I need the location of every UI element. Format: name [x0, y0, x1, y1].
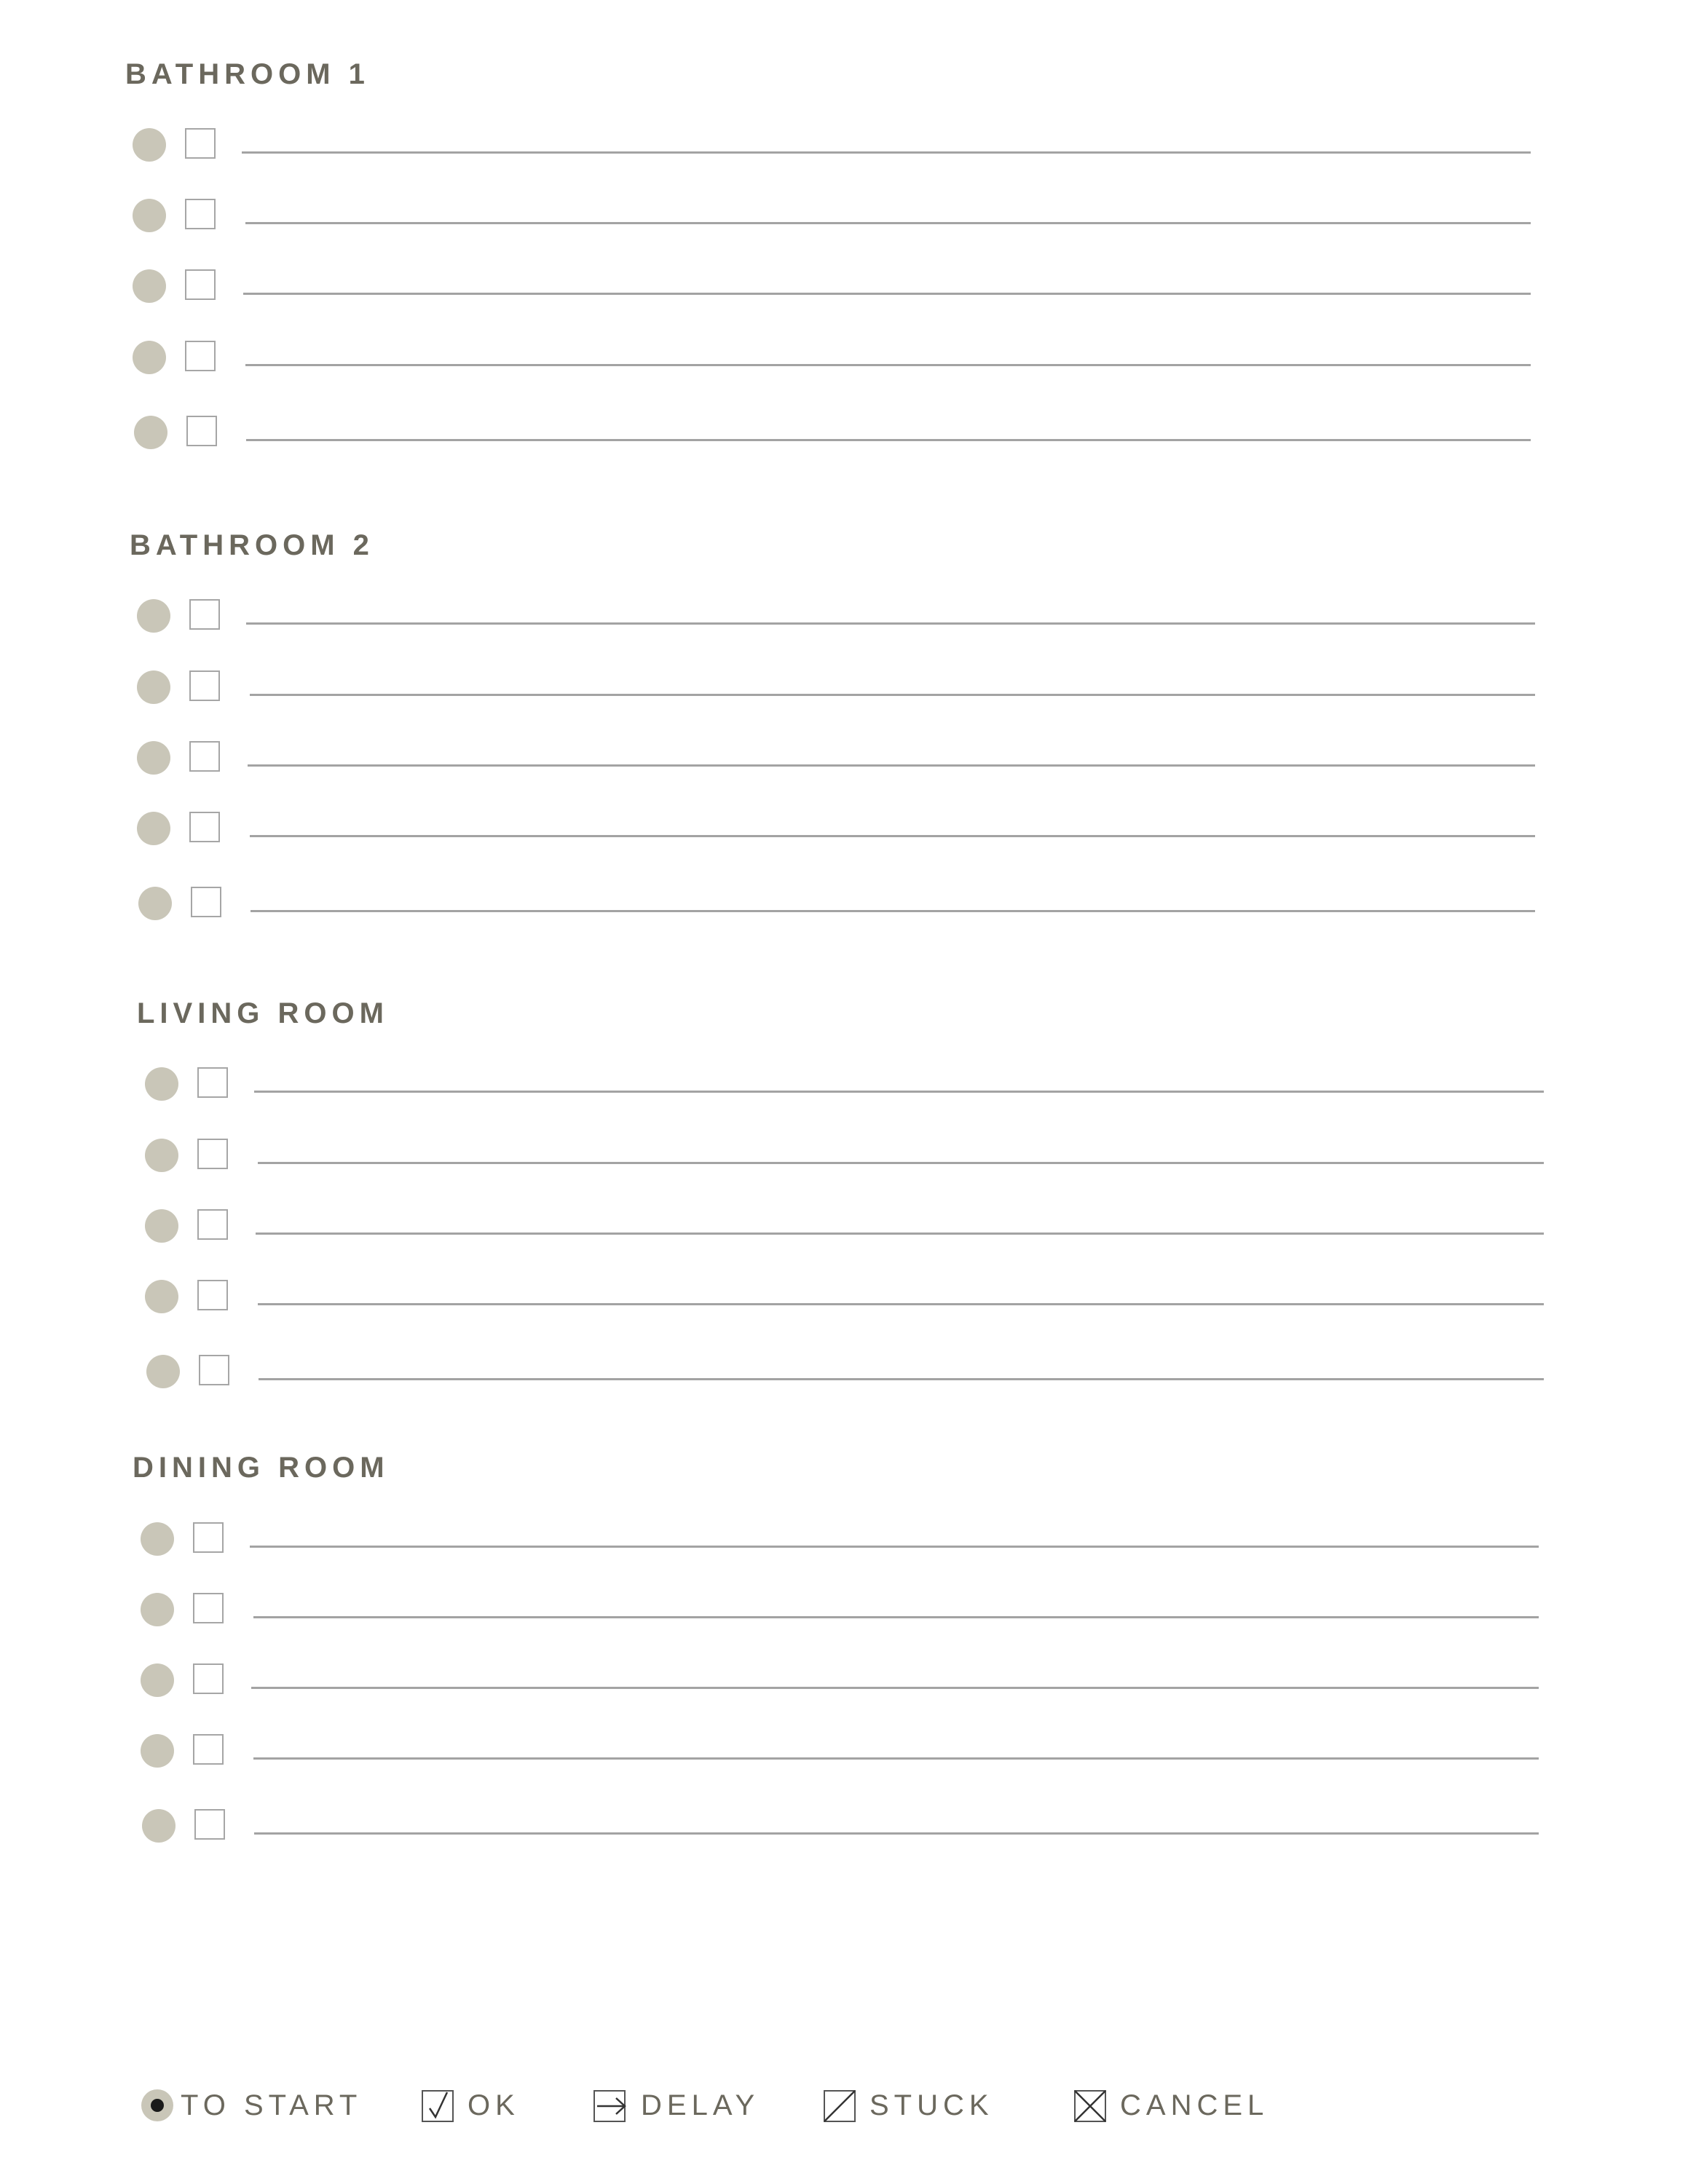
- status-dot[interactable]: [141, 1522, 174, 1556]
- legend-cancel: [1073, 2084, 1269, 2127]
- status-legend: [0, 2084, 1688, 2142]
- write-line[interactable]: [251, 1687, 1539, 1689]
- write-line[interactable]: [250, 694, 1535, 696]
- checkbox[interactable]: [189, 599, 220, 630]
- checklist-row: [145, 1203, 1688, 1247]
- legend-label: DELAY: [641, 2089, 760, 2121]
- checklist-row: [137, 735, 1688, 779]
- checklist-row: [133, 122, 1688, 166]
- checkbox[interactable]: [197, 1139, 228, 1169]
- checklist-row: [146, 1349, 1688, 1393]
- checkbox[interactable]: [193, 1593, 224, 1623]
- write-line[interactable]: [245, 222, 1531, 224]
- write-line[interactable]: [259, 1378, 1544, 1380]
- checklist-row: [134, 410, 1688, 454]
- write-line[interactable]: [254, 1832, 1539, 1835]
- checklist-row: [133, 193, 1688, 237]
- legend-delay: [593, 2084, 760, 2127]
- checklist-row: [145, 1274, 1688, 1318]
- status-dot[interactable]: [133, 341, 166, 374]
- legend-stuck: [823, 2084, 994, 2127]
- legend-to-start: [140, 2084, 362, 2127]
- status-dot[interactable]: [145, 1067, 178, 1101]
- checkbox[interactable]: [193, 1663, 224, 1694]
- write-line[interactable]: [248, 764, 1535, 767]
- checkmark-box-icon: [421, 2088, 456, 2123]
- status-dot[interactable]: [134, 416, 167, 449]
- checkbox[interactable]: [191, 887, 221, 917]
- write-line[interactable]: [253, 1616, 1539, 1618]
- checklist-row: [142, 1803, 1688, 1847]
- status-dot[interactable]: [141, 1593, 174, 1626]
- checklist-row: [141, 1516, 1688, 1560]
- checklist-row: [141, 1728, 1688, 1772]
- legend-ok: [421, 2084, 520, 2127]
- write-line[interactable]: [251, 910, 1535, 912]
- checkbox[interactable]: [193, 1734, 224, 1765]
- checkbox[interactable]: [193, 1522, 224, 1553]
- checklist-row: [137, 593, 1688, 637]
- checkbox[interactable]: [185, 128, 216, 159]
- checklist-row: [133, 335, 1688, 379]
- checkbox[interactable]: [185, 199, 216, 229]
- checklist-row: [141, 1587, 1688, 1631]
- status-dot[interactable]: [133, 269, 166, 303]
- legend-label: STUCK: [869, 2089, 994, 2121]
- section-title: BATHROOM 2: [130, 529, 374, 561]
- checkbox[interactable]: [194, 1809, 225, 1840]
- checklist-row: [145, 1133, 1688, 1176]
- checkbox[interactable]: [197, 1280, 228, 1310]
- status-dot[interactable]: [137, 670, 170, 704]
- legend-label: OK: [468, 2089, 520, 2121]
- write-line[interactable]: [258, 1162, 1544, 1164]
- status-dot[interactable]: [146, 1355, 180, 1388]
- write-line[interactable]: [243, 293, 1531, 295]
- checkbox[interactable]: [197, 1209, 228, 1240]
- status-dot[interactable]: [133, 199, 166, 232]
- write-line[interactable]: [242, 151, 1531, 154]
- status-dot[interactable]: [145, 1280, 178, 1313]
- checkbox[interactable]: [199, 1355, 229, 1385]
- write-line[interactable]: [258, 1303, 1544, 1305]
- write-line[interactable]: [246, 622, 1535, 625]
- write-line[interactable]: [254, 1091, 1544, 1093]
- section-title: LIVING ROOM: [137, 997, 389, 1029]
- legend-label: CANCEL: [1120, 2089, 1269, 2121]
- write-line[interactable]: [246, 439, 1531, 441]
- checkbox[interactable]: [189, 741, 220, 772]
- write-line[interactable]: [245, 364, 1531, 366]
- status-dot[interactable]: [137, 741, 170, 775]
- checkbox[interactable]: [197, 1067, 228, 1098]
- status-dot[interactable]: [141, 1734, 174, 1768]
- legend-label: TO START: [181, 2089, 363, 2121]
- section-title: BATHROOM 1: [125, 58, 370, 90]
- slash-box-icon: [823, 2088, 858, 2123]
- checklist-row: [145, 1061, 1688, 1105]
- to-start-icon: [140, 2088, 175, 2123]
- status-dot[interactable]: [142, 1809, 175, 1843]
- checklist-row: [137, 806, 1688, 850]
- checklist-row: [141, 1658, 1688, 1701]
- checklist-row: [138, 881, 1688, 925]
- checklist-row: [137, 665, 1688, 708]
- status-dot[interactable]: [145, 1139, 178, 1172]
- arrow-box-icon: [593, 2088, 629, 2123]
- status-dot[interactable]: [141, 1663, 174, 1697]
- checklist-row: [133, 264, 1688, 307]
- status-dot[interactable]: [145, 1209, 178, 1243]
- checkbox[interactable]: [189, 670, 220, 701]
- checkbox[interactable]: [185, 269, 216, 300]
- checkbox[interactable]: [186, 416, 217, 446]
- write-line[interactable]: [250, 835, 1535, 837]
- status-dot[interactable]: [138, 887, 172, 920]
- write-line[interactable]: [256, 1233, 1544, 1235]
- write-line[interactable]: [253, 1757, 1539, 1760]
- section-title: DINING ROOM: [133, 1452, 390, 1484]
- status-dot[interactable]: [133, 128, 166, 162]
- status-dot[interactable]: [137, 599, 170, 633]
- status-dot[interactable]: [137, 812, 170, 845]
- checkbox[interactable]: [189, 812, 220, 842]
- checkbox[interactable]: [185, 341, 216, 371]
- write-line[interactable]: [250, 1546, 1539, 1548]
- x-box-icon: [1073, 2088, 1108, 2123]
